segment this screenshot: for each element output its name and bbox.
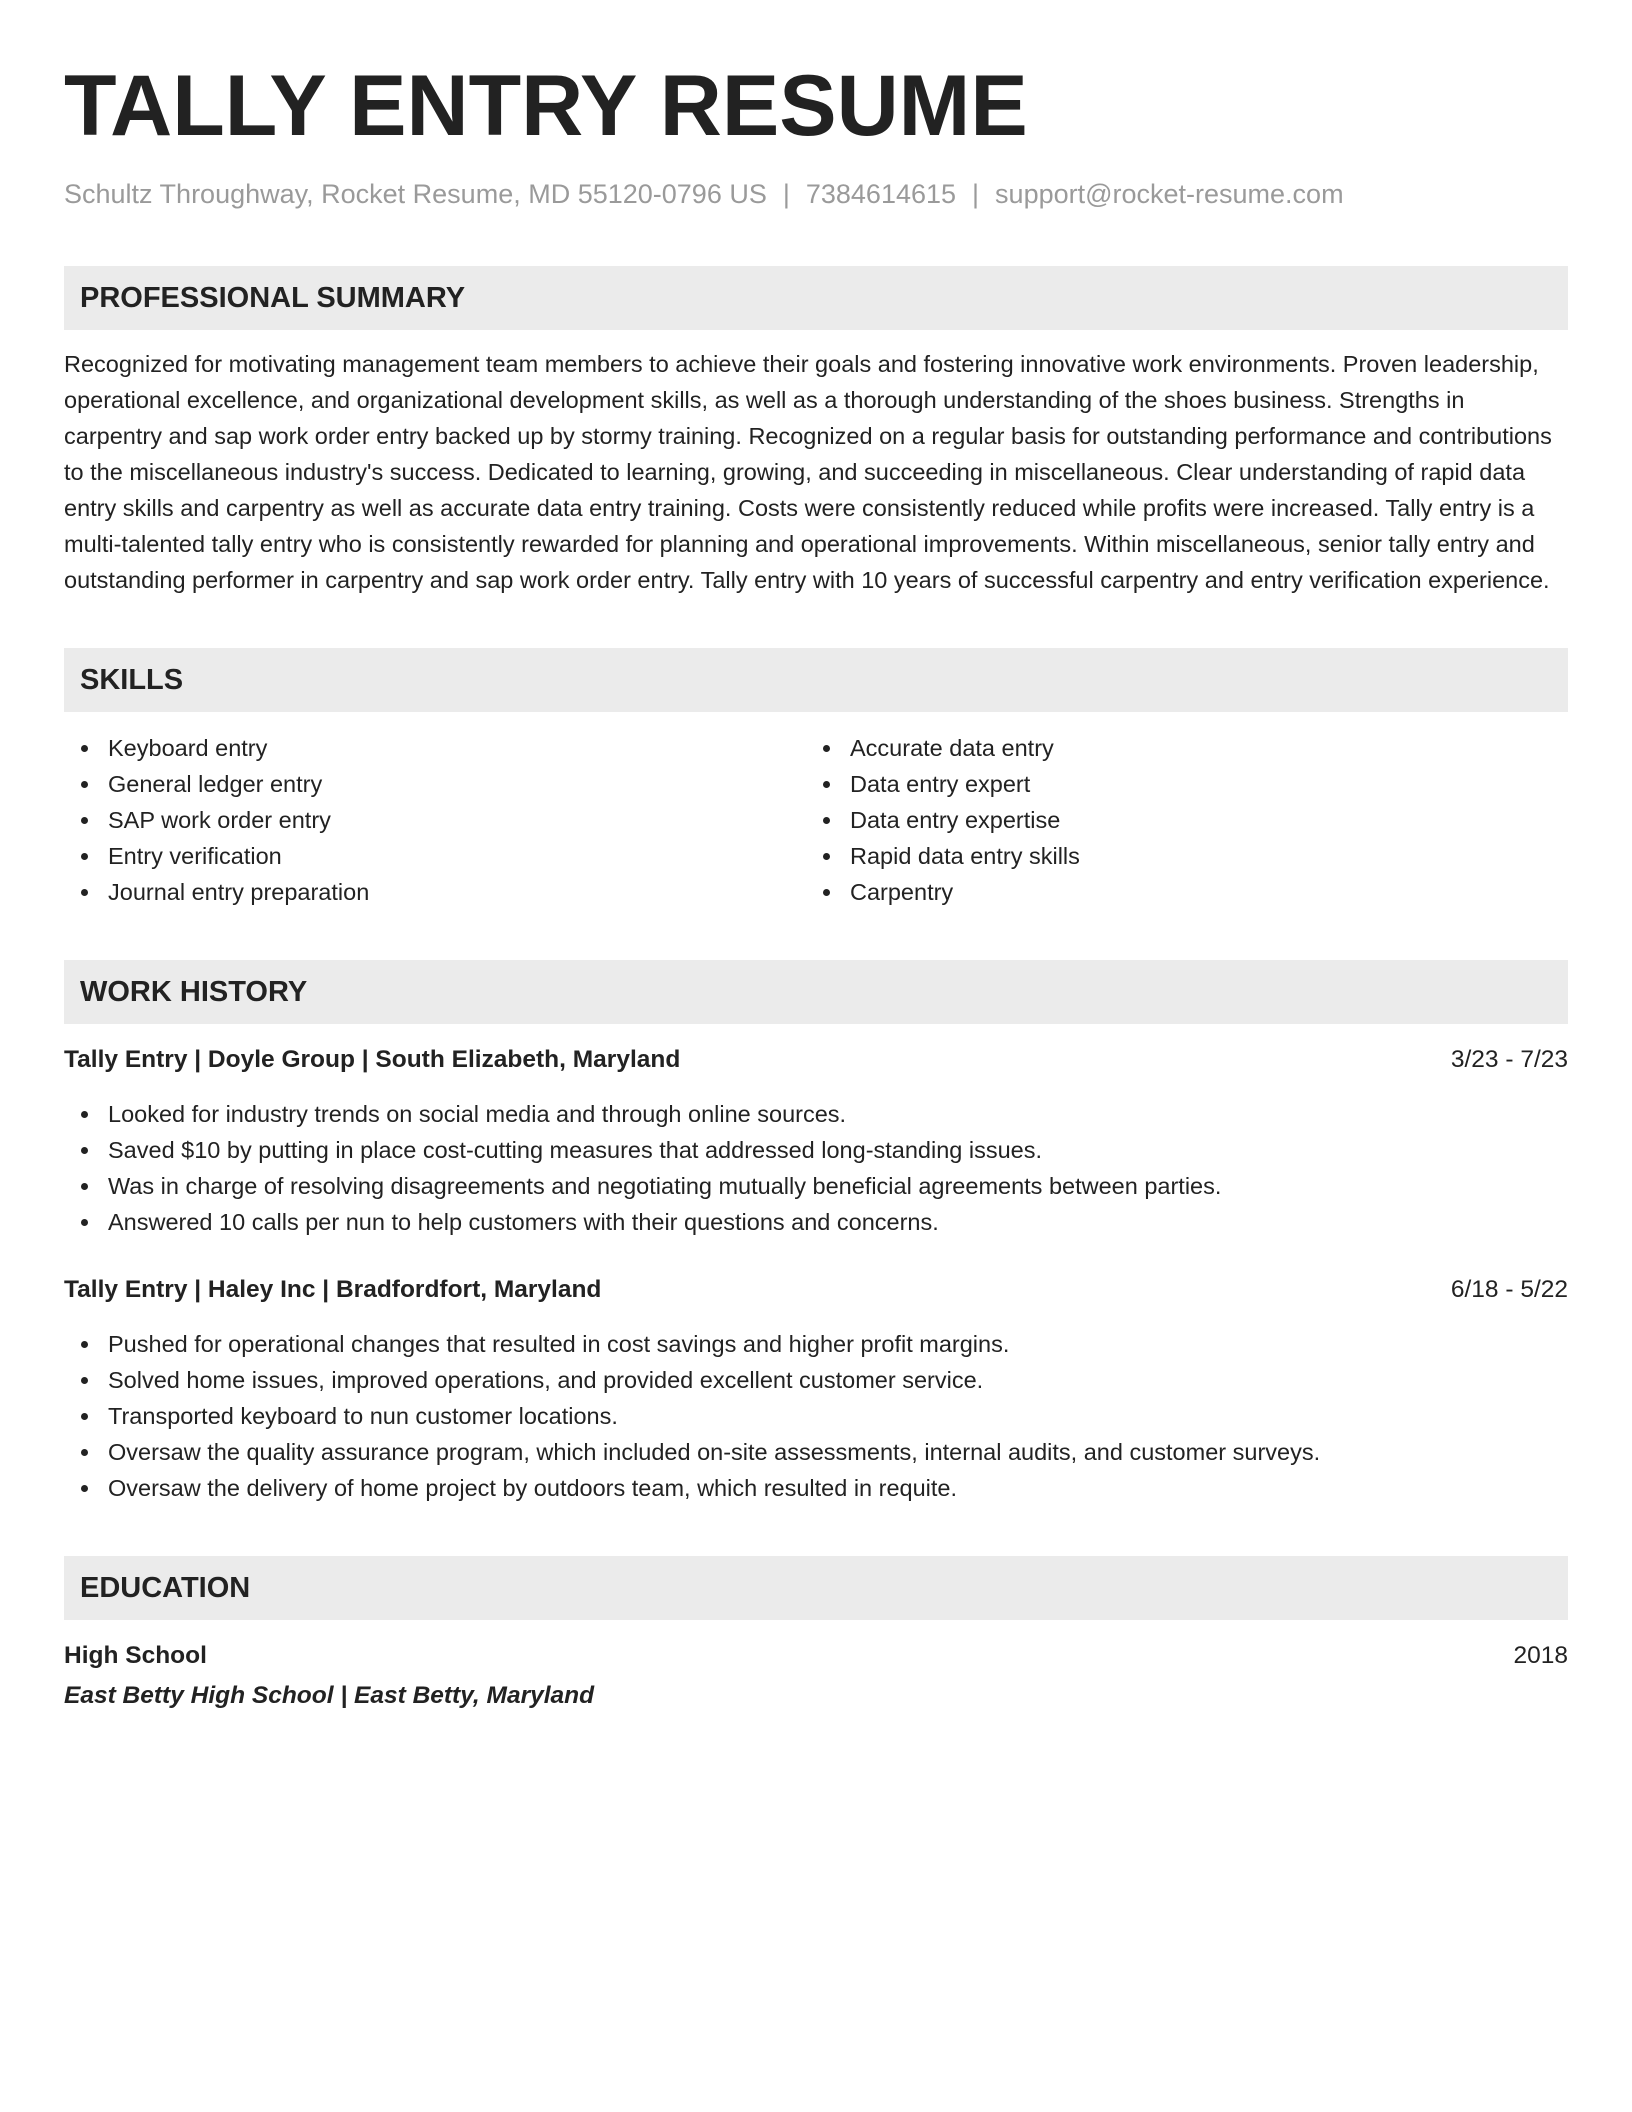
job-title: Tally Entry | Doyle Group | South Elizabeth, Maryland — [64, 1046, 681, 1073]
skill-item: SAP work order entry — [64, 802, 806, 838]
job-duties — [64, 1096, 1568, 1240]
contact-phone: 7384614615 — [805, 179, 957, 209]
section-header-work — [64, 960, 1568, 1024]
skill-item: Accurate data entry — [806, 730, 1548, 766]
job-title: Tally Entry | Haley Inc | Bradfordfort, Maryland — [64, 1276, 602, 1303]
job-entry — [64, 1042, 1568, 1240]
job-duty: Pushed for operational changes that resulted in cost savings and higher profit margins. — [64, 1326, 1568, 1362]
contact-address: Schultz Throughway, Rocket Resume, MD 55120-0796 US — [64, 179, 767, 209]
skill-item: Entry verification — [64, 838, 806, 874]
job-dates: 3/23 - 7/23 — [1450, 1046, 1568, 1073]
job-duties — [64, 1326, 1568, 1506]
skill-item: Journal entry preparation — [64, 874, 806, 910]
section-header-education — [64, 1556, 1568, 1620]
job-header — [64, 1272, 1568, 1308]
job-duty: Was in charge of resolving disagreements and negotiating mutually beneficial agreements between parties. — [64, 1168, 1568, 1204]
skill-item: Data entry expertise — [806, 802, 1548, 838]
skill-item: General ledger entry — [64, 766, 806, 802]
skills-column-left — [64, 730, 806, 910]
section-header-summary — [64, 266, 1568, 330]
contact-line — [64, 176, 1568, 212]
skill-item: Carpentry — [806, 874, 1548, 910]
job-duty: Answered 10 calls per nun to help customers with their questions and concerns. — [64, 1204, 1568, 1240]
skills-column-right — [806, 730, 1548, 910]
job-duty: Oversaw the delivery of home project by outdoors team, which resulted in requite. — [64, 1470, 1568, 1506]
resume-title: TALLY ENTRY RESUME — [64, 58, 1028, 154]
skill-item: Data entry expert — [806, 766, 1548, 802]
contact-separator: | — [782, 179, 790, 209]
job-duty: Transported keyboard to nun customer locations. — [64, 1398, 1568, 1434]
skill-item: Rapid data entry skills — [806, 838, 1548, 874]
education-school: East Betty High School | East Betty, Maryland — [64, 1682, 595, 1709]
section-title: WORK HISTORY — [80, 975, 308, 1008]
section-header-skills — [64, 648, 1568, 712]
job-duty: Oversaw the quality assurance program, which included on-site assessments, internal audits, and customer surveys. — [64, 1434, 1568, 1470]
education-degree: High School — [64, 1642, 207, 1669]
education-year: 2018 — [1513, 1642, 1568, 1669]
job-header — [64, 1042, 1568, 1078]
summary-text: Recognized for motivating management team members to achieve their goals and fostering innovative work environments. Proven leadership, operational excellence, and organizational development skills, as well as a thorough understanding of the shoes business. Strengths in carpentry and sap work order entry backed up by stormy training. Recognized on a regular basis for outstanding performance and contributions to the miscellaneous industry's success. Dedicated to learning, growing, and succeeding in miscellaneous. Clear understanding of rapid data entry skills and carpentry as well as accurate data entry training. Costs were consistently reduced while profits were increased. Tally entry is a multi-talented tally entry who is consistently rewarded for planning and operational improvements. Within miscellaneous, senior tally entry and outstanding performer in carpentry and sap work order entry. Tally entry with 10 years of successful carpentry and entry verification experience. — [64, 351, 1552, 593]
job-duty: Saved $10 by putting in place cost-cutting measures that addressed long-standing issues. — [64, 1132, 1568, 1168]
section-title: SKILLS — [80, 663, 184, 696]
job-dates: 6/18 - 5/22 — [1450, 1276, 1568, 1303]
job-duty: Looked for industry trends on social media and through online sources. — [64, 1096, 1568, 1132]
contact-email: support@rocket-resume.com — [995, 179, 1344, 209]
contact-separator: | — [972, 179, 980, 209]
education-header — [64, 1638, 1568, 1674]
skill-item: Keyboard entry — [64, 730, 806, 766]
job-duty: Solved home issues, improved operations, and provided excellent customer service. — [64, 1362, 1568, 1398]
skills-list — [64, 730, 1568, 910]
job-entry — [64, 1272, 1568, 1506]
section-title: PROFESSIONAL SUMMARY — [80, 281, 466, 314]
section-title: EDUCATION — [80, 1571, 251, 1604]
